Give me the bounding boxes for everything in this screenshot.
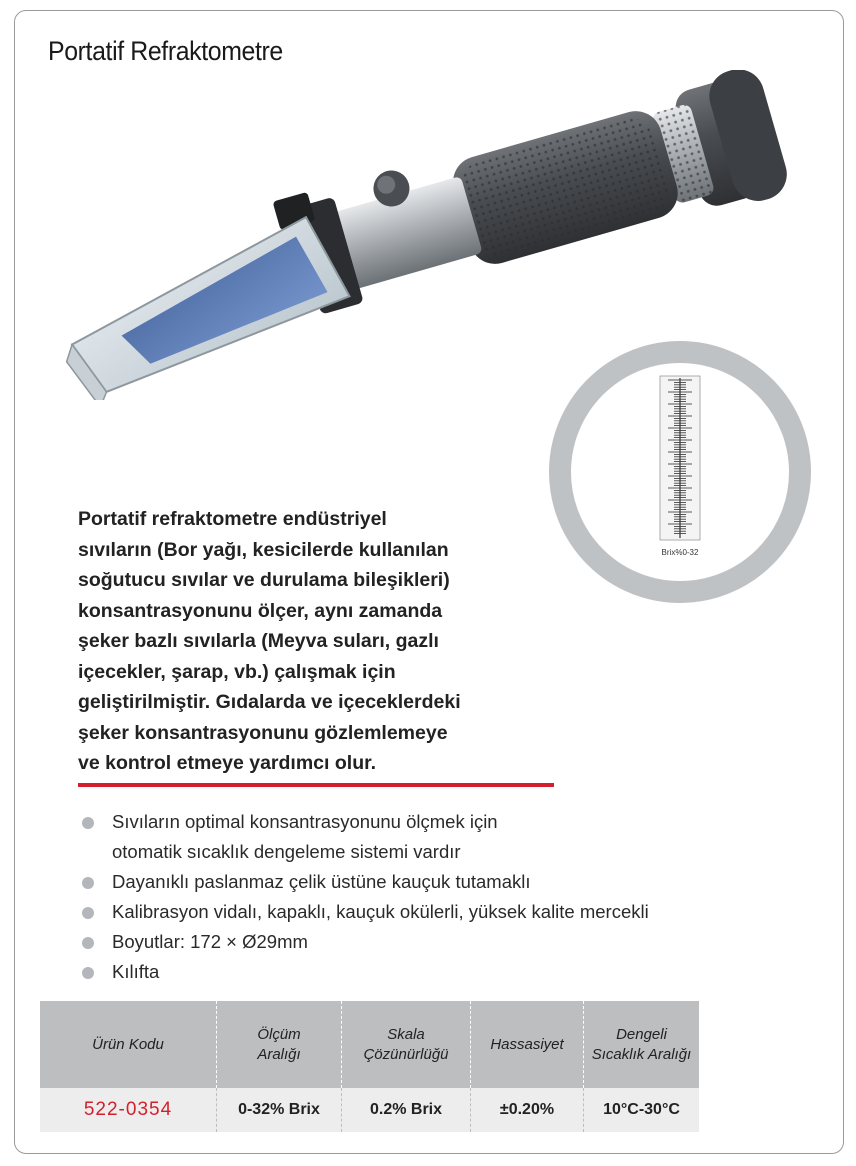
feature-item: Dayanıklı paslanmaz çelik üstüne kauçuk tutamaklı (76, 867, 816, 897)
description-line: Portatif refraktometre endüstriyel (78, 508, 387, 530)
description-line: soğutucu sıvılar ve durulama bileşikleri) (78, 569, 450, 591)
page-title: Portatif Refraktometre (48, 36, 283, 66)
header-temperature-range: Dengeli Sıcaklık Aralığı (584, 1001, 700, 1088)
bullet-dot-icon (82, 967, 94, 979)
description-line: ve kontrol etmeye yardımcı olur. (78, 752, 377, 774)
table-header-row (40, 1001, 699, 1088)
bullet-dot-icon (82, 907, 94, 919)
header-accuracy: Hassasiyet (471, 1001, 584, 1088)
table-row (40, 1088, 699, 1132)
product-description (78, 504, 578, 779)
brix-scale-view-image (548, 340, 812, 604)
description-line: geliştirilmiştir. Gıdalarda ve içeceklerdeki (78, 691, 461, 713)
description-line: şeker bazlı sıvılarla (Meyva suları, gazlı (78, 630, 439, 652)
accuracy: ±0.20% (471, 1088, 584, 1132)
description-line: konsantrasyonunu ölçer, aynı zamanda (78, 599, 443, 622)
header-product-code: Ürün Kodu (40, 1001, 217, 1088)
header-measuring-range: Ölçüm Aralığı (217, 1001, 342, 1088)
feature-item: Boyutlar: 172 × Ø29mm (76, 927, 816, 957)
feature-item: Kılıfta (76, 957, 816, 987)
scale-label: Brix%0-32 (661, 548, 699, 557)
feature-item: Kalibrasyon vidalı, kapaklı, kauçuk okülerli, yüksek kalite mercekli (76, 897, 816, 927)
product-code: 522-0354 (40, 1088, 217, 1132)
bullet-dot-icon (82, 937, 94, 949)
description-line: şeker konsantrasyonunu gözlemlemeye (78, 721, 448, 744)
bullet-dot-icon (82, 877, 94, 889)
scale-resolution: 0.2% Brix (342, 1088, 471, 1132)
temperature-range: 10°C-30°C (584, 1088, 700, 1132)
description-line: sıvıların (Bor yağı, kesicilerde kullanılan (78, 538, 449, 561)
feature-item: Sıvıların optimal konsantrasyonunu ölçmek için otomatik sıcaklık dengeleme sistemi vardır (76, 807, 816, 867)
feature-list (76, 807, 816, 987)
description-line: içecekler, şarap, vb.) çalışmak için (78, 660, 396, 683)
spec-table (40, 1001, 699, 1132)
section-divider (78, 783, 554, 787)
bullet-dot-icon (82, 817, 94, 829)
header-scale-resolution: Skala Çözünürlüğü (342, 1001, 471, 1088)
measuring-range: 0-32% Brix (217, 1088, 342, 1132)
